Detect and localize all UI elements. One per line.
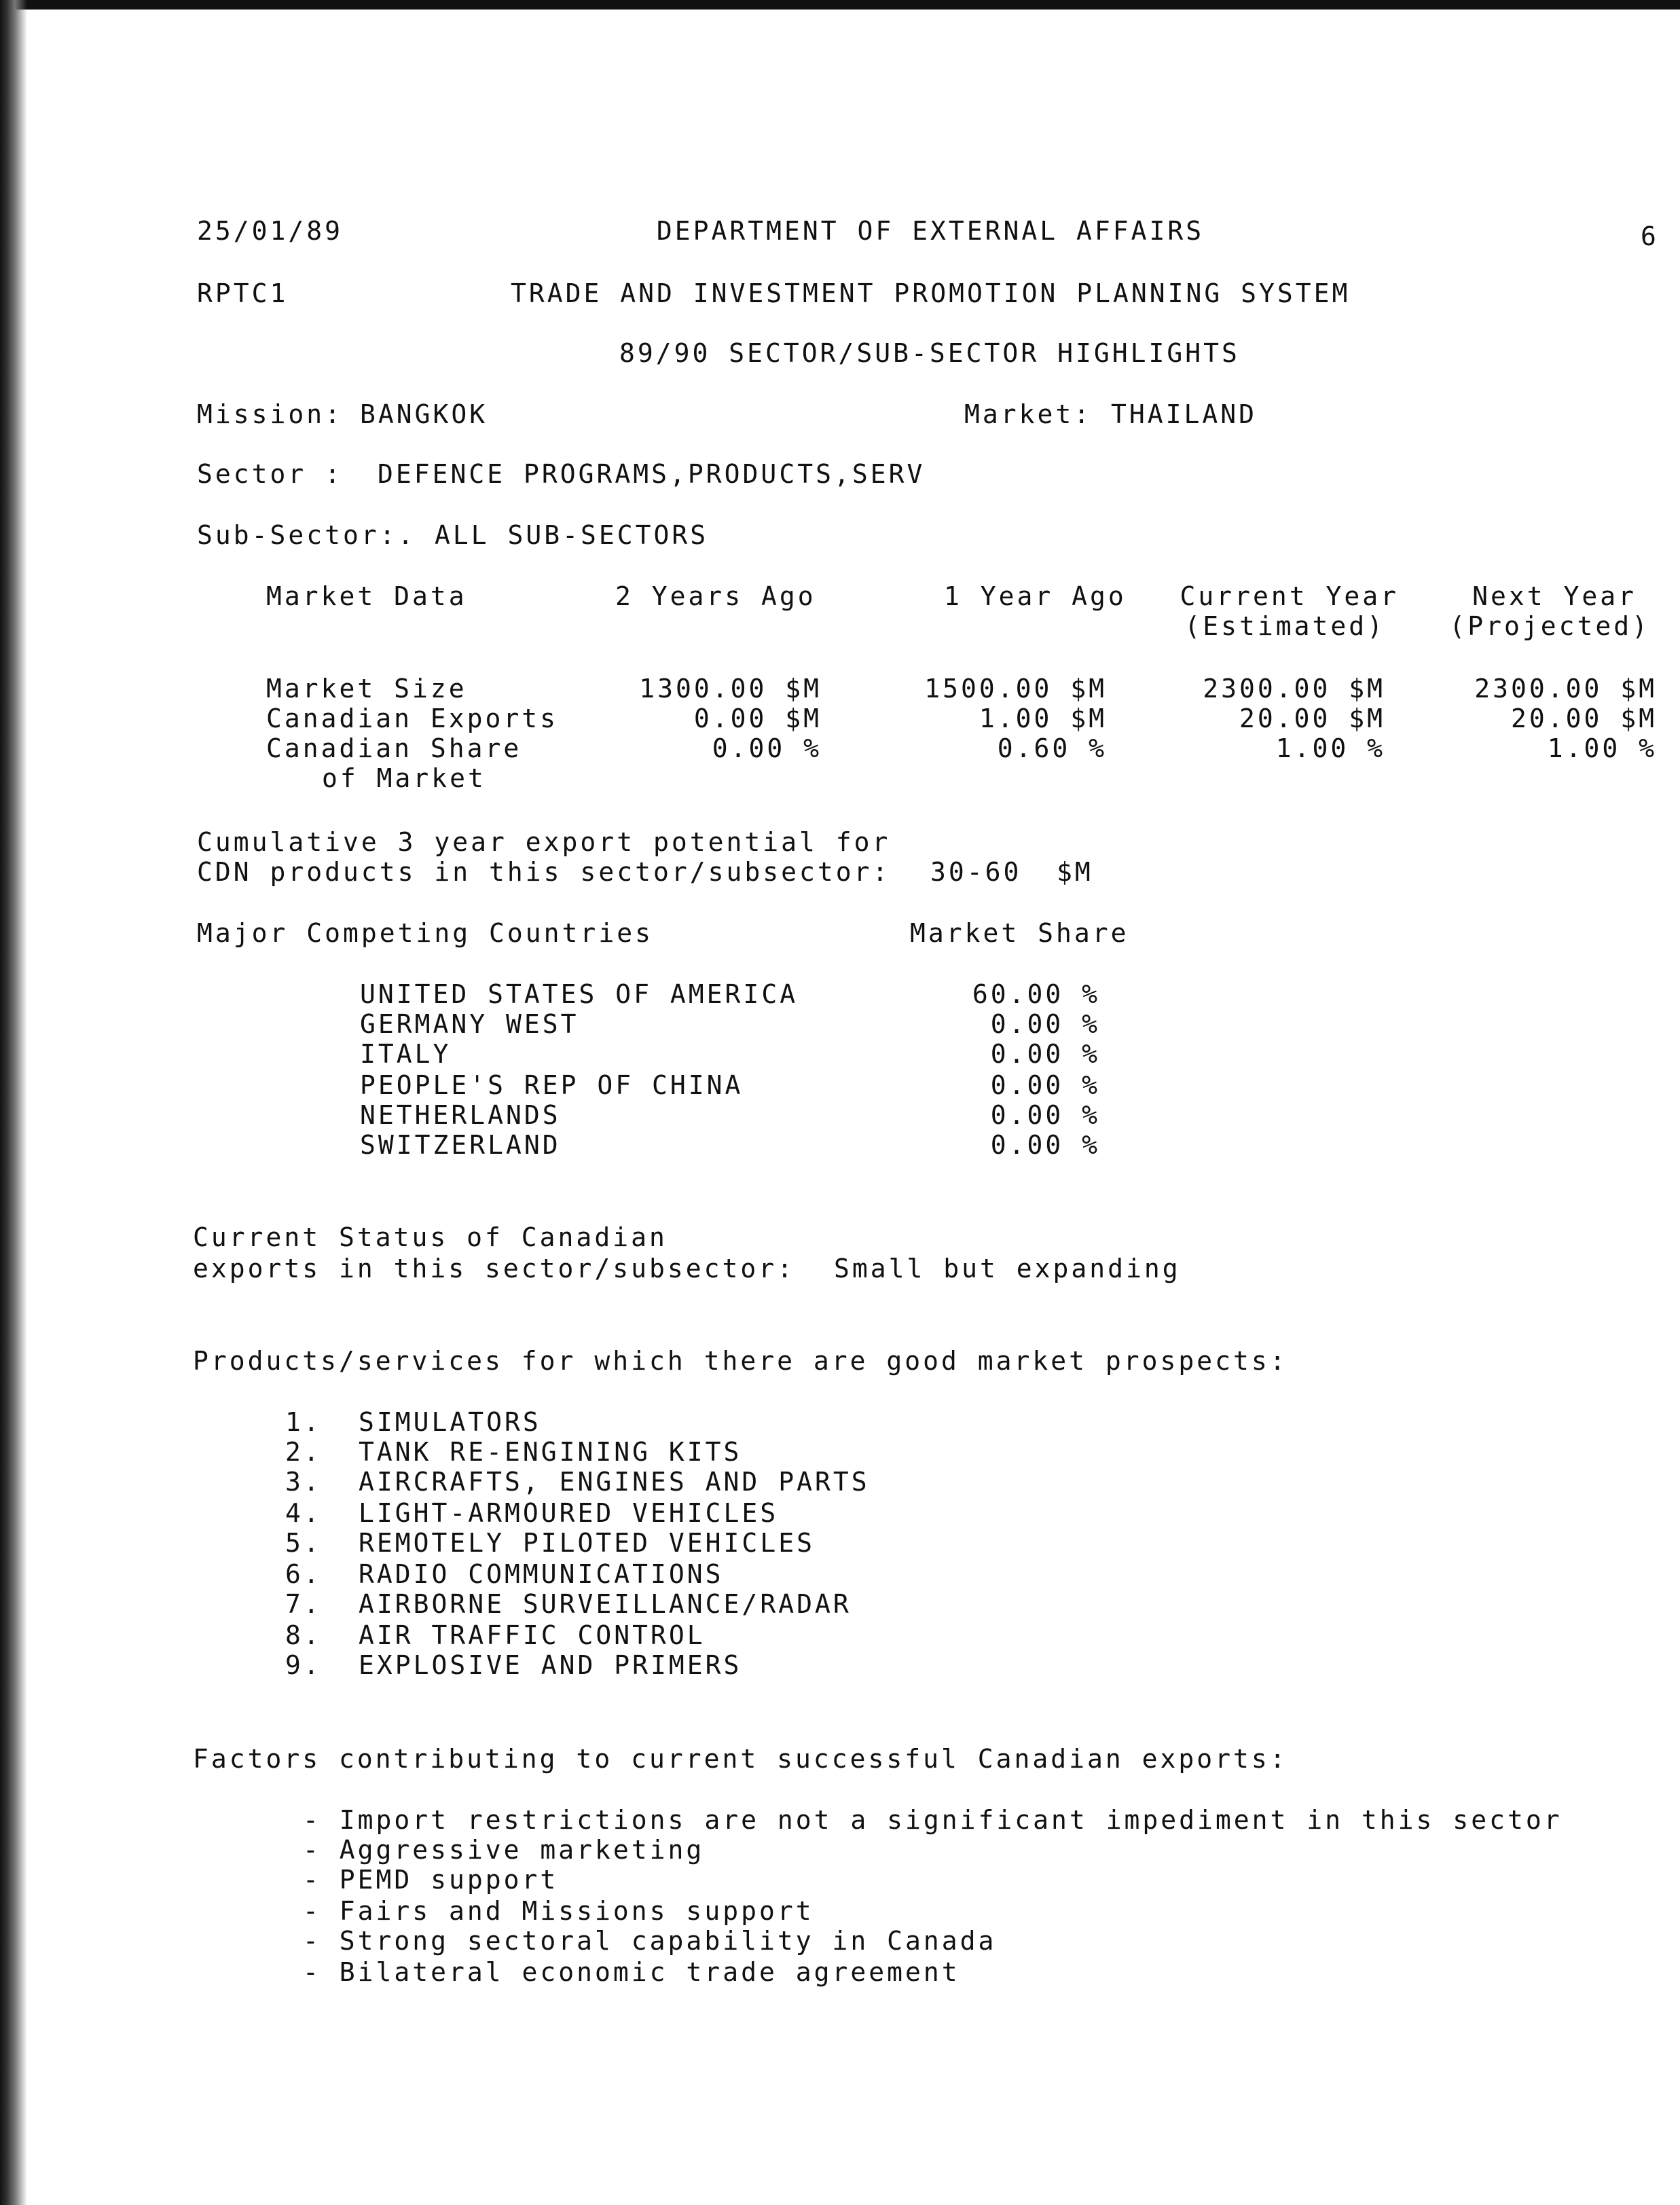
mission-label: Mission: xyxy=(197,399,344,429)
row-label-continued: of Market xyxy=(322,763,486,793)
cell-2-years-ago: 0.00 $M xyxy=(693,704,822,733)
list-item: - Fairs and Missions support xyxy=(303,1896,814,1926)
competitor-share: 0.00 % xyxy=(990,1130,1100,1160)
cell-current-year: 1.00 % xyxy=(1275,733,1385,763)
factors-heading: Factors contributing to current successful Canadian exports: xyxy=(193,1744,1288,1774)
cell-next-year: 2300.00 $M xyxy=(1474,674,1657,704)
list-item-number: 5. xyxy=(285,1528,322,1558)
competitor-country: PEOPLE'S REP OF CHINA xyxy=(360,1070,744,1100)
cell-1-year-ago: 1500.00 $M xyxy=(924,674,1107,704)
system-title: TRADE AND INVESTMENT PROMOTION PLANNING SYSTEM xyxy=(511,278,1351,308)
cell-2-years-ago: 1300.00 $M xyxy=(639,674,822,704)
cell-1-year-ago: 1.00 $M xyxy=(979,704,1107,733)
mission-value: BANGKOK xyxy=(360,399,488,429)
list-item: AIRBORNE SURVEILLANCE/RADAR xyxy=(359,1589,852,1619)
subsector-label: Sub-Sector:. xyxy=(197,520,416,550)
list-item: - Import restrictions are not a significant impediment in this sector xyxy=(303,1805,1563,1835)
cell-current-year: 20.00 $M xyxy=(1239,704,1385,733)
list-item: REMOTELY PILOTED VEHICLES xyxy=(359,1528,815,1558)
sector-value: DEFENCE PROGRAMS,PRODUCTS,SERV xyxy=(378,459,926,489)
list-item: SIMULATORS xyxy=(359,1407,541,1437)
potential-value: 30-60 xyxy=(930,857,1022,887)
list-item: AIRCRAFTS, ENGINES AND PARTS xyxy=(359,1467,870,1497)
sector-label: Sector : xyxy=(197,459,344,489)
status-value: Small but expanding xyxy=(834,1254,1181,1283)
market-data-header: Market Data xyxy=(266,581,467,611)
competitor-share: 0.00 % xyxy=(990,1039,1100,1069)
competitor-share: 0.00 % xyxy=(990,1100,1100,1130)
list-item: - Strong sectoral capability in Canada xyxy=(303,1926,997,1956)
list-item-number: 8. xyxy=(285,1620,322,1650)
competitor-share: 0.00 % xyxy=(990,1009,1100,1039)
report-date: 25/01/89 xyxy=(197,216,344,246)
cell-1-year-ago: 0.60 % xyxy=(997,733,1107,763)
list-item-number: 7. xyxy=(285,1589,322,1619)
cell-2-years-ago: 0.00 % xyxy=(712,733,822,763)
scan-top-edge xyxy=(0,0,1680,10)
list-item-number: 2. xyxy=(285,1437,322,1467)
market-label: Market: xyxy=(964,399,1093,429)
subsector-value: ALL SUB-SECTORS xyxy=(435,520,709,550)
competitor-share: 60.00 % xyxy=(972,979,1100,1009)
row-label: Market Size xyxy=(266,674,467,704)
competitor-country: NETHERLANDS xyxy=(360,1100,561,1130)
col-current-year-subheader: (Estimated) xyxy=(1184,611,1385,641)
list-item: - Bilateral economic trade agreement xyxy=(303,1957,960,1987)
list-item-number: 4. xyxy=(285,1498,322,1528)
report-title: 89/90 SECTOR/SUB-SECTOR HIGHLIGHTS xyxy=(619,338,1240,368)
col-2-years-ago-header: 2 Years Ago xyxy=(615,581,816,611)
list-item-number: 9. xyxy=(285,1650,322,1680)
list-item: RADIO COMMUNICATIONS xyxy=(359,1559,724,1589)
col-next-year-header: Next Year xyxy=(1472,581,1637,611)
col-next-year-subheader: (Projected) xyxy=(1449,611,1650,641)
cell-next-year: 20.00 $M xyxy=(1510,704,1657,733)
scan-left-edge xyxy=(0,0,27,2205)
potential-line-1: Cumulative 3 year export potential for xyxy=(197,827,891,857)
cell-next-year: 1.00 % xyxy=(1547,733,1657,763)
list-item: EXPLOSIVE AND PRIMERS xyxy=(359,1650,742,1680)
potential-line-2: CDN products in this sector/subsector: xyxy=(197,857,891,887)
competitor-country: UNITED STATES OF AMERICA xyxy=(360,979,799,1009)
competitor-country: ITALY xyxy=(360,1039,452,1069)
competitors-header: Major Competing Countries xyxy=(197,918,653,948)
competitor-country: GERMANY WEST xyxy=(360,1009,579,1039)
list-item: - Aggressive marketing xyxy=(303,1835,705,1865)
market-value: THAILAND xyxy=(1111,399,1258,429)
list-item: LIGHT-ARMOURED VEHICLES xyxy=(359,1498,779,1528)
status-line-2: exports in this sector/subsector: xyxy=(193,1254,795,1283)
prospects-heading: Products/services for which there are good market prospects: xyxy=(193,1346,1288,1376)
list-item-number: 6. xyxy=(285,1559,322,1589)
status-line-1: Current Status of Canadian xyxy=(193,1222,668,1252)
list-item: TANK RE-ENGINING KITS xyxy=(359,1437,742,1467)
row-label: Canadian Exports xyxy=(266,704,559,733)
list-item-number: 1. xyxy=(285,1407,322,1437)
department-title: DEPARTMENT OF EXTERNAL AFFAIRS xyxy=(656,216,1205,246)
list-item-number: 3. xyxy=(285,1467,322,1497)
col-current-year-header: Current Year xyxy=(1180,581,1399,611)
cell-current-year: 2300.00 $M xyxy=(1203,674,1385,704)
list-item: - PEMD support xyxy=(303,1865,559,1895)
report-code: RPTC1 xyxy=(197,278,289,308)
list-item: AIR TRAFFIC CONTROL xyxy=(359,1620,706,1650)
page-number: 6 xyxy=(1641,221,1659,251)
potential-unit: $M xyxy=(1057,857,1093,887)
row-label: Canadian Share xyxy=(266,733,522,763)
market-share-header: Market Share xyxy=(910,918,1129,948)
competitor-country: SWITZERLAND xyxy=(360,1130,561,1160)
col-1-year-ago-header: 1 Year Ago xyxy=(944,581,1127,611)
competitor-share: 0.00 % xyxy=(990,1070,1100,1100)
